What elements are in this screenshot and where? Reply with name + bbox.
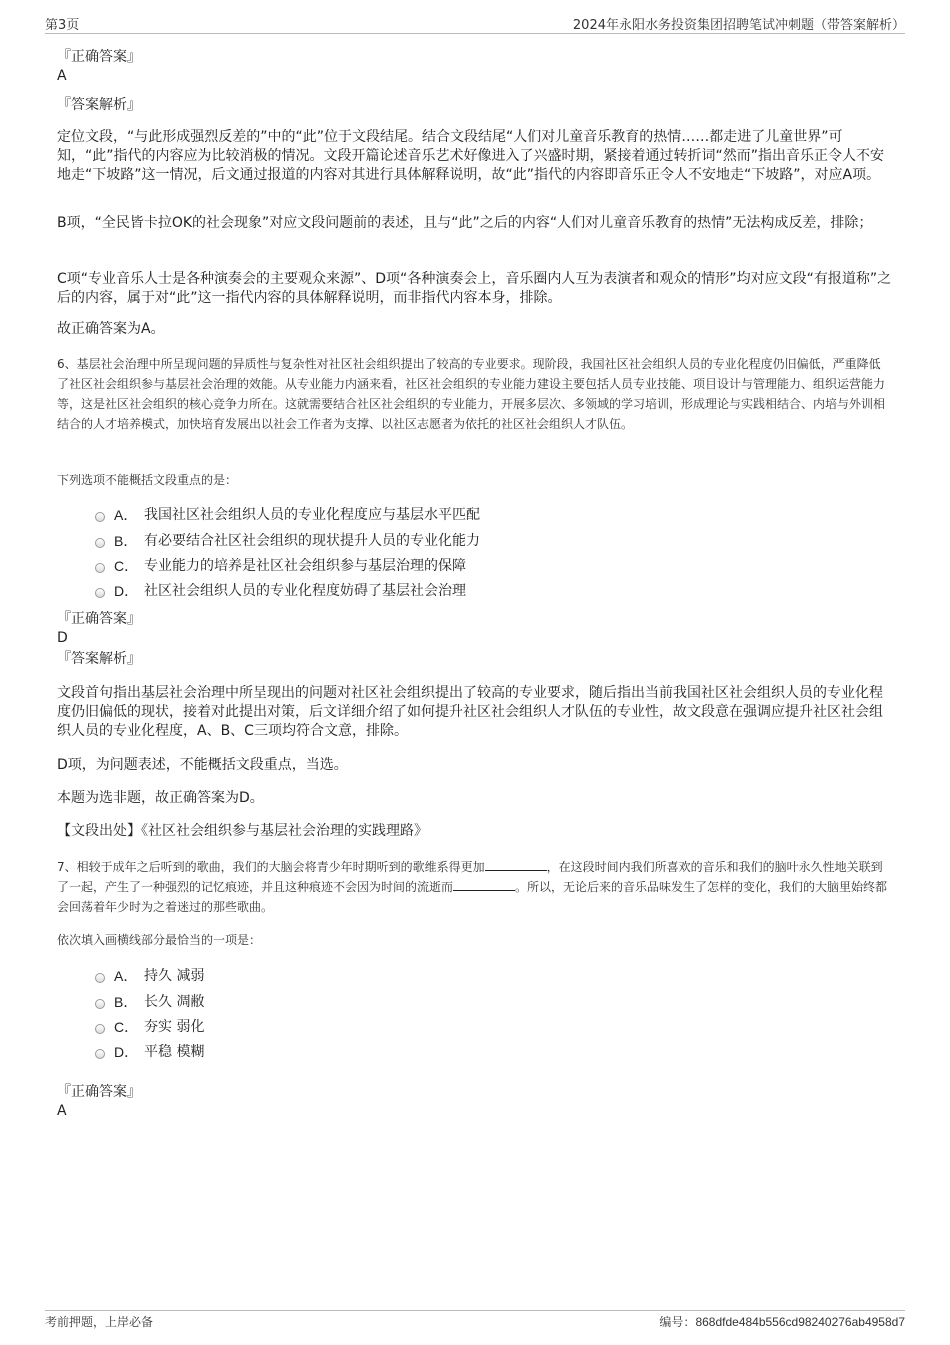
header-divider xyxy=(45,33,905,34)
radio-icon[interactable] xyxy=(95,1049,105,1059)
option-text: 平稳 模糊 xyxy=(144,1044,205,1060)
document-title: 2024年永阳水务投资集团招聘笔试冲刺题（带答案解析） xyxy=(572,18,905,33)
question-prompt: 依次填入画横线部分最恰当的一项是： xyxy=(57,933,262,947)
analysis-conclusion: 本题为选非题，故正确答案为D。 xyxy=(57,790,264,806)
option-letter: C． xyxy=(114,1019,139,1035)
option-a[interactable] xyxy=(95,966,204,986)
option-letter: D． xyxy=(114,583,139,599)
option-text: 社区社会组织人员的专业化程度妨碍了基层社会治理 xyxy=(144,583,466,599)
option-b[interactable] xyxy=(95,992,204,1012)
option-text: 有必要结合社区社会组织的现状提升人员的专业化能力 xyxy=(144,533,480,549)
option-text: 夯实 弱化 xyxy=(144,1019,205,1035)
code-value: 868dfde484b556cd98240276ab4958d7 xyxy=(695,1315,905,1329)
page-number: 第3页 xyxy=(45,18,80,33)
option-c[interactable] xyxy=(95,1017,204,1037)
answer-label: 『正确答案』 xyxy=(57,611,141,627)
radio-icon[interactable] xyxy=(95,588,105,598)
option-text: 专业能力的培养是社区社会组织参与基层治理的保障 xyxy=(144,558,466,574)
option-d[interactable] xyxy=(95,1042,204,1062)
analysis-paragraph: C项“专业音乐人士是各种演奏会的主要观众来源”、D项“各种演奏会上，音乐圈内人互为表演者和观众的情形”均对应文段“有报道称”之后的内容，属于对“此”这一指代内容的具体解释说明，而非指代内容本身，排除。 xyxy=(57,271,892,306)
option-letter: B． xyxy=(114,994,138,1010)
option-letter: D． xyxy=(114,1044,139,1060)
option-letter: B． xyxy=(114,533,138,549)
answer-value: A xyxy=(57,68,67,84)
option-letter: A． xyxy=(114,507,138,523)
analysis-paragraph: 定位文段，“与此形成强烈反差的”中的“此”位于文段结尾。结合文段结尾“人们对儿童音乐教育的热情……都走进了儿童世界”可知，“此”指代的内容应为比较消极的情况。文段开篇论述音乐艺术好像进入了兴盛时期，紧接着通过转折词“然而”指出音乐正令人不安地走“下坡路”这一情况，后文通过报道的内容对其进行具体解释说明，故“此”指代的内容即音乐正令人不安地走“下坡路”，对应A项。 xyxy=(57,129,885,183)
analysis-label: 『答案解析』 xyxy=(57,97,141,113)
option-text: 我国社区社会组织人员的专业化程度应与基层水平匹配 xyxy=(144,507,480,523)
radio-icon[interactable] xyxy=(95,1024,105,1034)
code-label: 编号： xyxy=(659,1315,696,1329)
option-letter: A． xyxy=(114,968,138,984)
footer-divider xyxy=(45,1310,905,1311)
radio-icon[interactable] xyxy=(95,538,105,548)
radio-icon[interactable] xyxy=(95,563,105,573)
radio-icon[interactable] xyxy=(95,999,105,1009)
question-stem: 6、基层社会治理中所呈现问题的异质性与复杂性对社区社会组织提出了较高的专业要求。现阶段，我国社区社会组织人员的专业化程度仍旧偏低，严重降低了社区社会组织参与基层社会治理的效能。从专业能力内涵来看，社区社会组织的专业能力建设主要包括人员专业技能、项目设计与管理能力、组织运营能力等，这是社区社会组织的核心竞争力所在。这就需要结合社区社会组织的专业能力，开展多层次、多领域的学习培训，形成理论与实践相结合、内培与外训相结合的人才培养模式，加快培育发展出以社会工作者为支撑、以社区志愿者为依托的社区社会组织人才队伍。 xyxy=(57,357,886,431)
analysis-paragraph: B项，“全民皆卡拉OK的社会现象”对应文段问题前的表述，且与“此”之后的内容“人们对儿童音乐教育的热情”无法构成反差，排除； xyxy=(57,215,873,231)
radio-icon[interactable] xyxy=(95,973,105,983)
answer-label: 『正确答案』 xyxy=(57,49,141,65)
analysis-label: 『答案解析』 xyxy=(57,651,141,667)
fill-blank xyxy=(485,870,547,871)
analysis-paragraph: 文段首句指出基层社会治理中所呈现出的问题对社区社会组织提出了较高的专业要求，随后指出当前我国社区社会组织人员的专业化程度仍旧偏低的现状，接着对此提出对策，后文详细介绍了如何提升社区社会组织人才队伍的专业性，故文段意在强调应提升社区社会组织人员的专业化程度，A、B、C三项均符合文意，排除。 xyxy=(57,685,883,739)
radio-icon[interactable] xyxy=(95,512,105,522)
passage-source: 【文段出处】《社区社会组织参与基层社会治理的实践理路》 xyxy=(57,823,428,839)
footer-slogan: 考前押题，上岸必备 xyxy=(45,1315,154,1329)
option-text: 持久 减弱 xyxy=(144,968,205,984)
option-c[interactable] xyxy=(95,556,466,576)
stem-part: 。所以，无论后来的音乐品味发生了怎样的变化，我们的大脑里始终都会回荡着年少时为之着迷过的那些歌曲。 xyxy=(57,880,888,914)
option-text: 长久 凋敝 xyxy=(144,994,205,1010)
document-code xyxy=(659,1313,905,1330)
option-b[interactable] xyxy=(95,531,480,551)
question-stem xyxy=(57,857,892,917)
fill-blank xyxy=(453,890,515,891)
stem-part: ，在这段时间内我们所喜欢的音乐和我们的脑叶永久性地关联到了一起，产生了一种强烈的记忆痕迹，并且这种痕迹不会因为时间的流逝而 xyxy=(57,860,883,894)
answer-value: D xyxy=(57,630,68,646)
stem-part: 7、相较于成年之后听到的歌曲，我们的大脑会将青少年时期听到的歌维系得更加 xyxy=(57,860,485,874)
answer-label: 『正确答案』 xyxy=(57,1084,141,1100)
option-a[interactable] xyxy=(95,505,480,525)
analysis-conclusion: 故正确答案为A。 xyxy=(57,321,165,337)
option-d[interactable] xyxy=(95,581,466,601)
analysis-paragraph: D项，为问题表述，不能概括文段重点，当选。 xyxy=(57,757,348,773)
answer-value: A xyxy=(57,1103,67,1119)
option-letter: C． xyxy=(114,558,139,574)
question-prompt: 下列选项不能概括文段重点的是： xyxy=(57,473,238,487)
